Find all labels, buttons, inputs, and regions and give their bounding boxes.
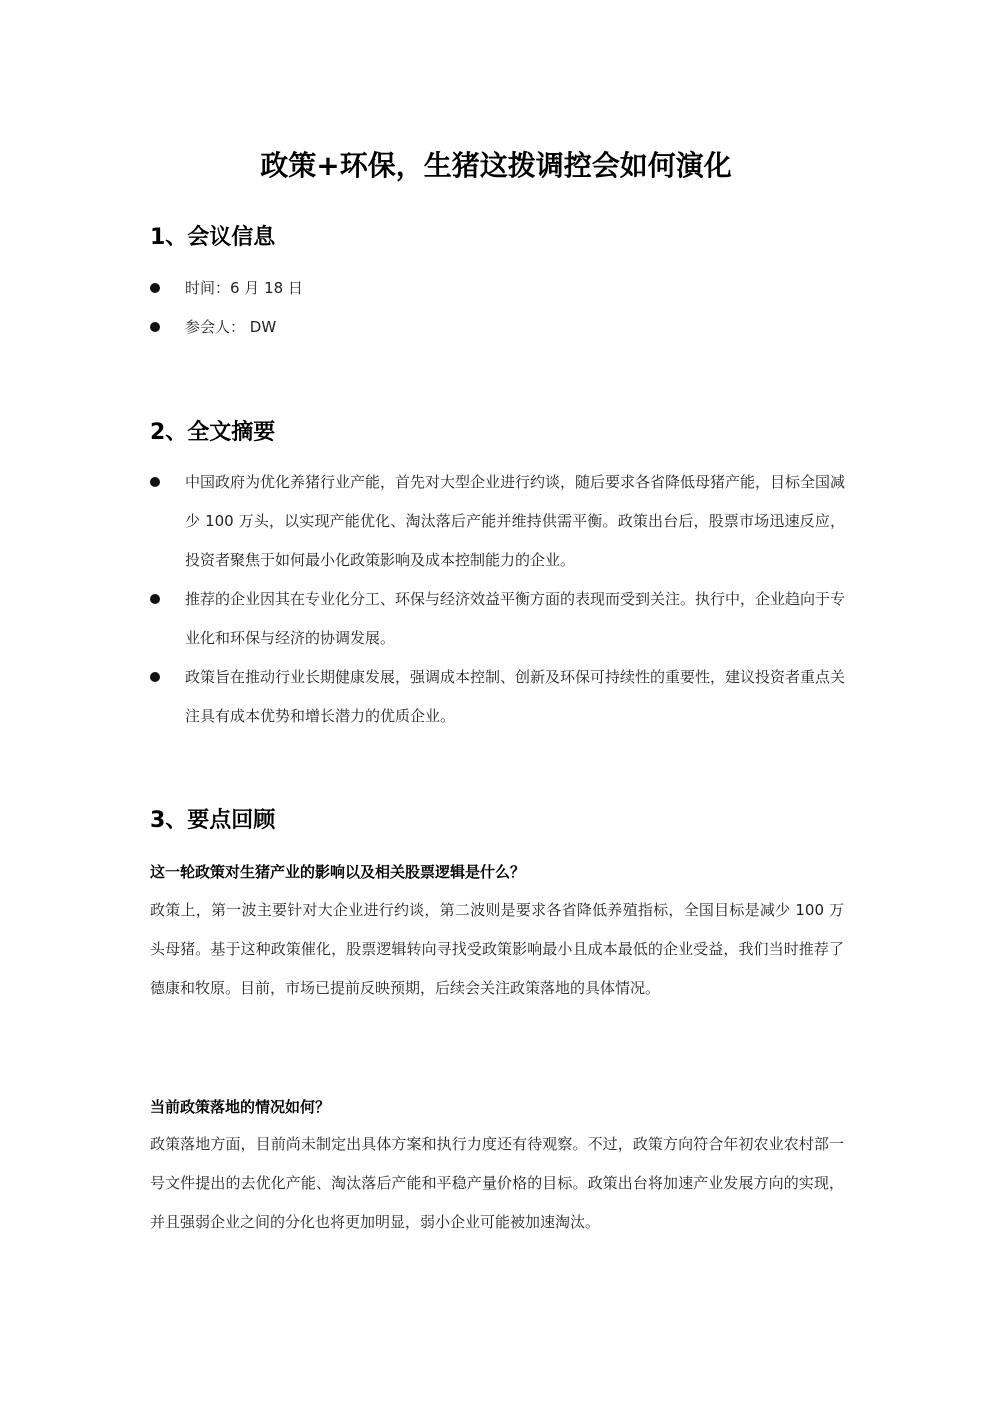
bullet-icon [150,477,160,487]
summary-point: 推荐的企业因其在专业化分工、环保与经济效益平衡方面的表现而受到关注。执行中，企业趋向于专业化和环保与经济的协调发展。 [185,590,846,647]
meeting-time: 时间：6 月 18 日 [185,279,303,297]
list-item [150,658,850,736]
answer-paragraph: 政策上，第一波主要针对大企业进行约谈，第二波则是要求各省降低养殖指标，全国目标是减少 100 万头母猪。基于这种政策催化，股票逻辑转向寻找受政策影响最小且成本最低的企业受益，我们当时推荐了德康和牧原。目前，市场已提前反映预期，后续会关注政策落地的具体情况。 [150,901,844,997]
summary-point: 中国政府为优化养猪行业产能，首先对大型企业进行约谈，随后要求各省降低母猪产能，目标全国减少 100 万头，以实现产能优化、淘汰落后产能并维持供需平衡。政策出台后，股票市场迅速反应，投资者聚焦于如何最小化政策影响及成本控制能力的企业。 [185,473,846,569]
list-item [150,463,850,580]
list-item [150,580,850,658]
question-heading: 这一轮政策对生猪产业的影响以及相关股票逻辑是什么？ [150,863,526,881]
summary-point: 政策旨在推动行业长期健康发展，强调成本控制、创新及环保可持续性的重要性，建议投资者重点关注具有成本优势和增长潜力的优质企业。 [185,668,846,725]
document-title: 政策+环保，生猪这拨调控会如何演化 [260,149,732,182]
meeting-attendees: 参会人： DW [185,318,277,336]
bullet-icon [150,322,160,332]
answer-paragraph: 政策落地方面，目前尚未制定出具体方案和执行力度还有待观察。不过，政策方向符合年初农业农村部一号文件提出的去优化产能、淘汰落后产能和平稳产量价格的目标。政策出台将加速产业发展方向的实现，并且强弱企业之间的分化也将更加明显，弱小企业可能被加速淘汰。 [150,1135,844,1231]
question-heading: 当前政策落地的情况如何？ [150,1098,331,1116]
list-item [150,308,850,347]
bullet-icon [150,672,160,682]
bullet-icon [150,283,160,293]
section-heading-key-points: 3、要点回顾 [150,808,276,833]
section-heading-summary: 2、全文摘要 [150,420,276,445]
list-item [150,269,850,308]
bullet-icon [150,594,160,604]
section-heading-meeting-info: 1、会议信息 [150,225,276,250]
